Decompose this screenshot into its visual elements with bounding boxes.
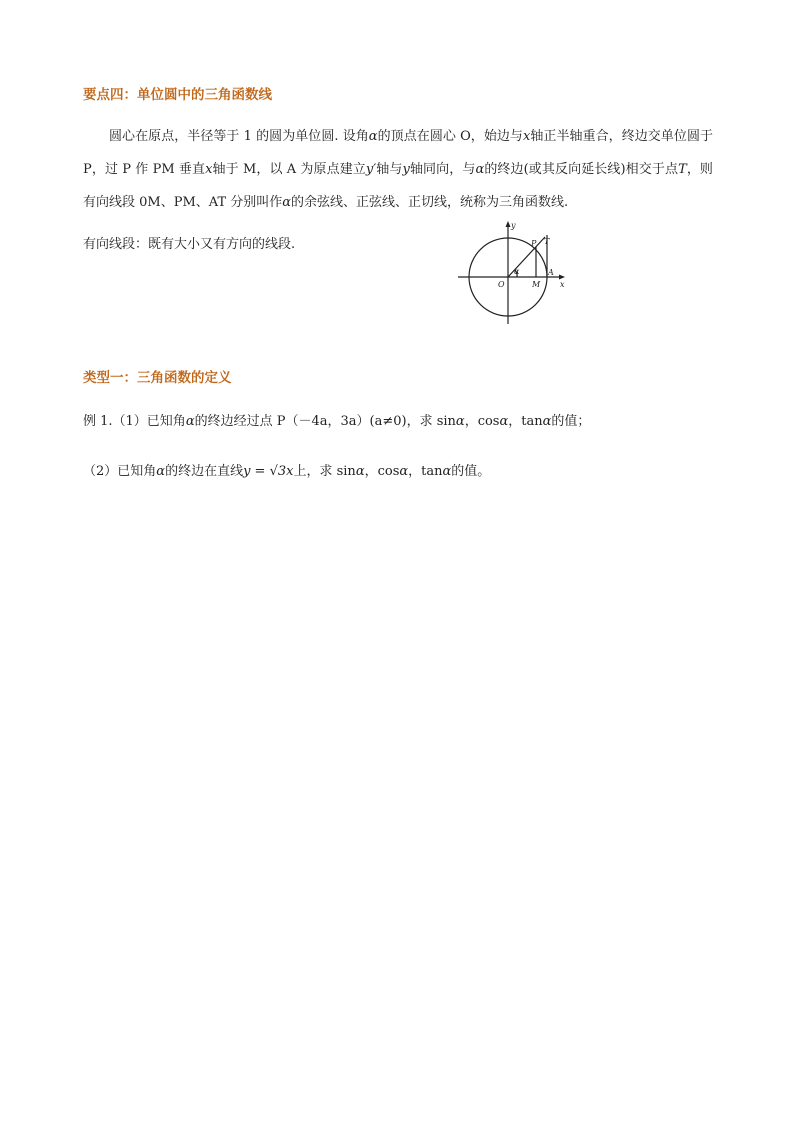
alpha-symbol: α (542, 414, 552, 429)
label-t: T (544, 237, 550, 246)
para-text-7: 的终边(或其反向延长线)相交于点 (484, 162, 679, 177)
para-text-3: 轴正半轴重合，终边交单位圆于 P，过 P 作 PM 垂直 (83, 129, 713, 177)
ex1-text-5: 的值； (551, 414, 591, 429)
ex2-text-5: ，tan (408, 464, 443, 479)
x-symbol: x (522, 129, 531, 144)
alpha-symbol: α (156, 464, 166, 479)
alpha-symbol: α (368, 129, 378, 144)
label-p: P (531, 239, 537, 248)
label-o: O (498, 280, 505, 289)
ex1-text-2: 的终边经过点 P（－4a，3a）(a≠0)，求 sin (194, 414, 456, 429)
alpha-symbol: α (355, 464, 365, 479)
alpha-symbol: α (442, 464, 452, 479)
para-text-2: 的顶点在圆心 O，始边与 (377, 129, 523, 144)
label-x: x (560, 280, 565, 289)
para-text-1: 圆心在原点，半径等于 1 的圆为单位圆. 设角 (109, 129, 369, 144)
example-1-part-2 (83, 460, 490, 479)
example-1-part-1 (83, 410, 590, 429)
y-prime-symbol: y′ (365, 162, 377, 177)
label-m: M (532, 280, 541, 289)
para-text-8: ，则有向线段 0M、PM、AT 分别叫作 (83, 162, 713, 210)
label-a: A (548, 268, 554, 277)
t-symbol: T (678, 162, 687, 177)
unit-circle-figure (450, 218, 570, 328)
directed-segment-note: 有向线段：既有大小又有方向的线段. (83, 237, 296, 252)
x-axis-arrow-icon (559, 275, 565, 280)
para-text-5: 轴与 (376, 162, 403, 177)
ex1-text-1: 例 1.（1）已知角 (83, 414, 186, 429)
ex1-text-3: ，cos (464, 414, 500, 429)
y-symbol: y (402, 162, 410, 177)
alpha-symbol: α (455, 414, 465, 429)
alpha-symbol: α (282, 195, 292, 210)
alpha-symbol: α (475, 162, 485, 177)
line-equation: y = √3x (243, 464, 294, 479)
label-alpha: α (514, 267, 520, 276)
alpha-symbol: α (499, 414, 509, 429)
label-y: y (511, 221, 516, 230)
para-text-9: 的余弦线、正弦线、正切线，统称为三角函数线. (291, 195, 569, 210)
para-text-6: 轴同向，与 (409, 162, 476, 177)
ex1-text-4: ，tan (508, 414, 543, 429)
alpha-symbol: α (185, 414, 195, 429)
y-axis-arrow-icon (506, 221, 511, 227)
x-symbol: x (205, 162, 213, 177)
type-heading: 类型一：三角函数的定义 (83, 370, 232, 386)
unit-circle-paragraph (83, 120, 713, 219)
ex2-text-3: 上，求 sin (293, 464, 356, 479)
ex2-text-1: （2）已知角 (83, 464, 157, 479)
ex2-text-2: 的终边在直线 (165, 464, 244, 479)
para-text-4: 轴于 M，以 A 为原点建立 (212, 162, 366, 177)
ex2-text-4: ，cos (364, 464, 400, 479)
alpha-symbol: α (399, 464, 409, 479)
section-heading: 要点四：单位圆中的三角函数线 (83, 87, 272, 103)
ex2-text-6: 的值。 (451, 464, 491, 479)
